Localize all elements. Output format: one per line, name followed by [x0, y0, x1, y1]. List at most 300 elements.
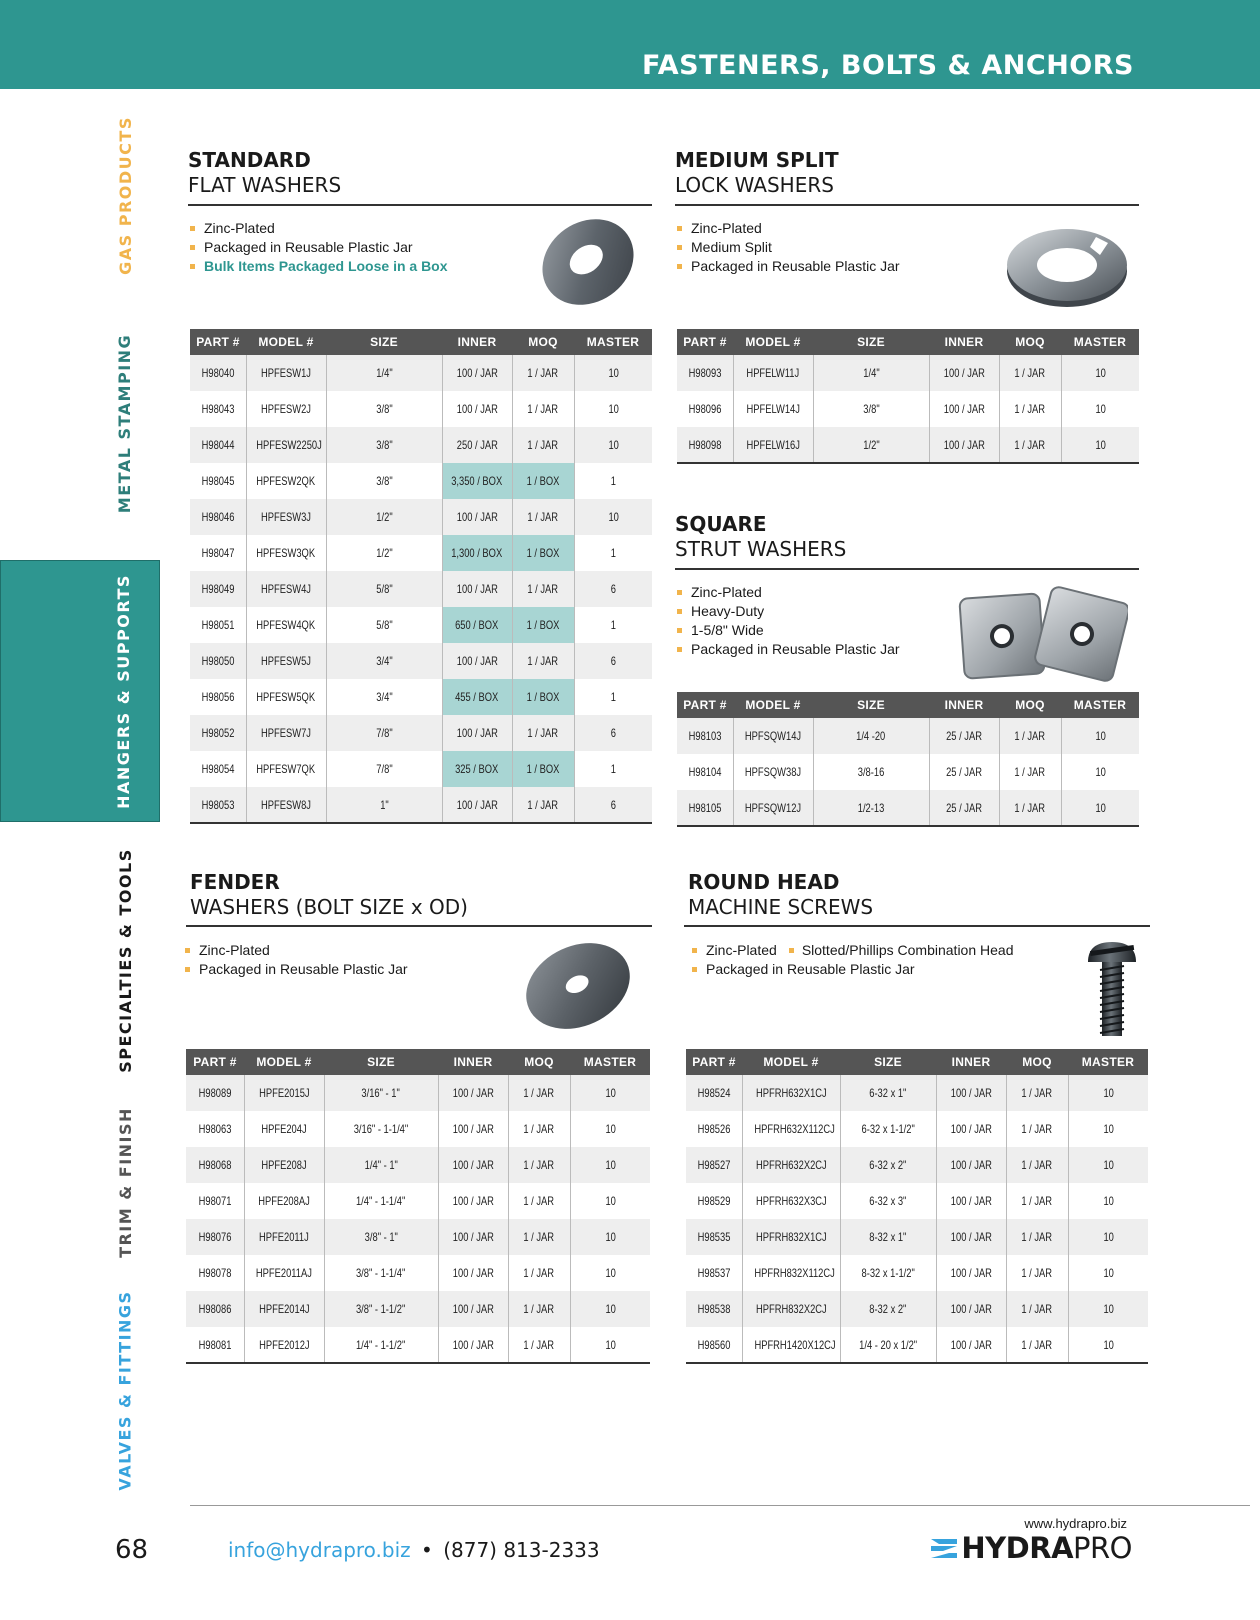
table-cell — [324, 1291, 438, 1327]
cell-value: H98089 — [198, 1086, 232, 1100]
table-cell — [190, 715, 246, 751]
table-cell — [512, 643, 574, 679]
table-row — [190, 499, 652, 535]
table-cell — [574, 463, 652, 499]
table-cell — [840, 1327, 936, 1363]
cell-value: 1 / JAR — [1021, 1266, 1053, 1280]
cell-value: HPFE2012J — [258, 1337, 310, 1352]
column-header: SIZE — [813, 329, 929, 355]
cell-value: 1 / JAR — [523, 1337, 555, 1352]
strut-washers-features — [677, 583, 900, 659]
table-cell — [686, 1327, 742, 1363]
cell-value: 1 / BOX — [526, 762, 560, 776]
cell-value: 1 / JAR — [1021, 1122, 1053, 1136]
phone-number[interactable]: (877) 813-2333 — [443, 1538, 600, 1562]
section-subtitle: MACHINE SCREWS — [688, 895, 874, 919]
table-cell — [574, 355, 652, 391]
table-cell — [326, 787, 442, 823]
table-cell — [570, 1255, 650, 1291]
cell-value: HPFESW2250J — [255, 438, 322, 452]
column-header: MOQ — [999, 329, 1061, 355]
side-tab-specialties-tools[interactable] — [100, 845, 150, 1075]
table-cell — [733, 790, 813, 826]
table-cell — [999, 754, 1061, 790]
table-cell — [512, 391, 574, 427]
table-cell — [570, 1111, 650, 1147]
cell-value: H98054 — [201, 762, 235, 776]
cell-value: H98103 — [688, 729, 722, 743]
cell-value: 1/4" - 1-1/2" — [356, 1337, 406, 1352]
cell-value: 1" — [379, 797, 389, 812]
cell-value: 1 — [610, 546, 616, 560]
feature-item: Medium Split — [677, 238, 900, 257]
table-cell — [512, 571, 574, 607]
table-cell — [742, 1255, 840, 1291]
table-cell — [190, 751, 246, 787]
table-cell — [813, 718, 929, 754]
table-cell — [936, 1291, 1006, 1327]
cell-value: 6-32 x 1" — [869, 1086, 907, 1100]
table-cell — [190, 787, 246, 823]
column-header: INNER — [929, 329, 999, 355]
side-tab-label: SPECIALTIES & TOOLS — [115, 847, 135, 1073]
feature-item: Packaged in Reusable Plastic Jar — [677, 257, 900, 276]
strut-washers-table — [677, 692, 1139, 827]
cell-value: 10 — [605, 1266, 616, 1280]
cell-value: HPFSQW12J — [744, 800, 802, 815]
table-cell — [999, 718, 1061, 754]
table-cell — [512, 607, 574, 643]
cell-value: 10 — [1095, 402, 1106, 416]
cell-value: 1/2" — [375, 510, 393, 524]
side-tab-label: HANGERS & SUPPORTS — [114, 573, 133, 809]
table-cell — [936, 1255, 1006, 1291]
feature-item: Packaged in Reusable Plastic Jar — [185, 960, 408, 979]
table-cell — [742, 1075, 840, 1111]
side-tab-label: TRIM & FINISH — [115, 1107, 135, 1258]
table-cell — [442, 427, 512, 463]
cell-value: H98056 — [201, 690, 235, 704]
table-cell — [508, 1183, 570, 1219]
cell-value: 10 — [1103, 1086, 1114, 1100]
column-header: SIZE — [324, 1049, 438, 1075]
table-cell — [324, 1219, 438, 1255]
table-cell — [840, 1111, 936, 1147]
feature-item: Zinc-Plated — [677, 219, 900, 238]
table-row — [186, 1291, 650, 1327]
cell-value: 1/2-13 — [857, 800, 885, 815]
side-tab-metal-stamping[interactable] — [100, 328, 150, 518]
column-header: MOQ — [1006, 1049, 1068, 1075]
feature-item: Packaged in Reusable Plastic Jar — [677, 640, 900, 659]
table-cell — [190, 463, 246, 499]
cell-value: 10 — [1103, 1122, 1114, 1136]
separator: • — [421, 1538, 433, 1562]
table-cell — [929, 391, 999, 427]
cell-value: 25 / JAR — [946, 800, 982, 815]
table-row — [190, 787, 652, 823]
cell-value: H98105 — [688, 800, 722, 815]
cell-value: 7/8" — [375, 762, 393, 776]
cell-value: 6 — [610, 582, 616, 596]
table-cell — [512, 679, 574, 715]
brand-bold: HYDRA — [961, 1531, 1074, 1565]
table-cell — [512, 715, 574, 751]
cell-value: 100 / JAR — [456, 582, 498, 596]
table-cell — [244, 1183, 324, 1219]
table-header-row — [190, 329, 652, 355]
side-tab-trim-finish[interactable] — [100, 1105, 150, 1260]
flat-washers-table — [190, 329, 652, 824]
table-cell — [442, 391, 512, 427]
cell-value: HPFRH832X1CJ — [755, 1230, 827, 1244]
feature-item: Bulk Items Packaged Loose in a Box — [190, 257, 448, 276]
table-header-row — [677, 692, 1139, 718]
cell-value: 1/4" — [375, 366, 393, 380]
cell-value: 100 / JAR — [452, 1230, 494, 1244]
table-cell — [508, 1219, 570, 1255]
table-cell — [324, 1111, 438, 1147]
cell-value: HPFELW16J — [746, 437, 800, 452]
table-cell — [442, 355, 512, 391]
column-header: MASTER — [1068, 1049, 1148, 1075]
cell-value: 650 / BOX — [455, 618, 499, 632]
table-cell — [326, 643, 442, 679]
table-cell — [929, 790, 999, 826]
table-cell — [190, 607, 246, 643]
table-cell — [512, 355, 574, 391]
cell-value: 1/4 -20 — [856, 729, 886, 743]
cell-value: 1 — [610, 690, 616, 704]
table-cell — [246, 787, 326, 823]
table-cell — [929, 718, 999, 754]
table-cell — [326, 679, 442, 715]
cell-value: HPFE208J — [261, 1158, 307, 1172]
section-rule — [675, 204, 1139, 206]
fender-washers-table — [186, 1049, 650, 1364]
table-cell — [246, 355, 326, 391]
table-cell — [1006, 1219, 1068, 1255]
cell-value: 455 / BOX — [455, 690, 499, 704]
table-row — [190, 715, 652, 751]
cell-value: 1 / JAR — [527, 797, 559, 812]
table-cell — [186, 1219, 244, 1255]
table-cell — [246, 427, 326, 463]
table-cell — [326, 535, 442, 571]
cell-value: HPFE2011J — [259, 1230, 309, 1244]
feature-item: Heavy-Duty — [677, 602, 900, 621]
table-cell — [570, 1147, 650, 1183]
cell-value: 10 — [1103, 1337, 1114, 1352]
table-row — [190, 427, 652, 463]
table-cell — [677, 391, 733, 427]
cell-value: 100 / JAR — [950, 1086, 992, 1100]
table-cell — [186, 1183, 244, 1219]
table-cell — [326, 751, 442, 787]
table-cell — [936, 1075, 1006, 1111]
cell-value: 1 / JAR — [527, 510, 559, 524]
table-cell — [512, 463, 574, 499]
cell-value: 10 — [605, 1158, 616, 1172]
bullet-separator — [789, 948, 794, 953]
table-cell — [574, 607, 652, 643]
cell-value: H98535 — [697, 1230, 731, 1244]
flat-washers-heading — [188, 148, 341, 198]
cell-value: HPFE204J — [261, 1122, 307, 1136]
table-cell — [244, 1291, 324, 1327]
email-link[interactable]: info@hydrapro.biz — [228, 1538, 411, 1562]
table-cell — [677, 754, 733, 790]
cell-value: 1 / BOX — [526, 546, 560, 560]
table-cell — [570, 1291, 650, 1327]
table-cell — [936, 1147, 1006, 1183]
side-tab-hangers-supports[interactable] — [0, 560, 160, 822]
table-cell — [326, 607, 442, 643]
column-header: SIZE — [840, 1049, 936, 1075]
cell-value: 8-32 x 1" — [869, 1230, 907, 1244]
cell-value: H98096 — [688, 402, 722, 416]
column-header: MASTER — [574, 329, 652, 355]
table-header-row — [186, 1049, 650, 1075]
table-cell — [686, 1183, 742, 1219]
lock-washers-table — [677, 329, 1139, 464]
table-cell — [999, 355, 1061, 391]
column-header: MODEL # — [733, 329, 813, 355]
cell-value: 1 / JAR — [527, 366, 559, 380]
cell-value: HPFELW14J — [746, 402, 800, 416]
table-cell — [438, 1255, 508, 1291]
cell-value: HPFESW4QK — [256, 618, 316, 632]
table-cell — [324, 1147, 438, 1183]
table-cell — [186, 1147, 244, 1183]
cell-value: 100 / JAR — [452, 1266, 494, 1280]
table-cell — [190, 355, 246, 391]
cell-value: 3/8" — [862, 402, 880, 416]
table-cell — [1006, 1111, 1068, 1147]
cell-value: H98093 — [688, 366, 722, 380]
table-cell — [438, 1075, 508, 1111]
cell-value: 100 / JAR — [950, 1158, 992, 1172]
column-header: PART # — [677, 692, 733, 718]
cell-value: 10 — [1103, 1230, 1114, 1244]
cell-value: 10 — [605, 1122, 616, 1136]
table-cell — [686, 1075, 742, 1111]
cell-value: HPFRH632X1CJ — [755, 1086, 827, 1100]
column-header: MASTER — [570, 1049, 650, 1075]
cell-value: 1 / JAR — [527, 726, 559, 740]
table-cell — [442, 463, 512, 499]
table-cell — [574, 499, 652, 535]
table-cell — [508, 1111, 570, 1147]
table-cell — [186, 1291, 244, 1327]
machine-screws-heading — [688, 870, 873, 920]
cell-value: 1 — [610, 474, 616, 488]
table-cell — [1068, 1075, 1148, 1111]
table-cell — [246, 499, 326, 535]
table-cell — [574, 679, 652, 715]
table-cell — [512, 427, 574, 463]
cell-value: H98045 — [201, 474, 235, 488]
table-cell — [512, 787, 574, 823]
cell-value: 1/4" - 1-1/4" — [356, 1194, 406, 1208]
feature-item: Zinc-Plated — [677, 583, 900, 602]
fender-washers-features — [185, 941, 408, 979]
cell-value: H98050 — [201, 654, 235, 668]
table-row — [186, 1255, 650, 1291]
cell-value: 25 / JAR — [946, 765, 982, 779]
table-cell — [1061, 391, 1139, 427]
brand-light: PRO — [1073, 1531, 1132, 1565]
cell-value: 3/16" - 1-1/4" — [353, 1122, 409, 1136]
section-subtitle: STRUT WASHERS — [675, 537, 847, 561]
table-cell — [324, 1327, 438, 1363]
cell-value: HPFESW3J — [261, 510, 311, 524]
website-link[interactable]: www.hydrapro.biz — [1024, 1516, 1127, 1531]
fender-washer-image — [522, 938, 634, 1034]
cell-value: HPFESW4J — [261, 582, 311, 596]
column-header: MASTER — [1061, 329, 1139, 355]
cell-value: HPFSQW14J — [744, 729, 802, 743]
table-cell — [508, 1075, 570, 1111]
cell-value: HPFELW11J — [746, 366, 800, 380]
table-row — [190, 607, 652, 643]
table-cell — [186, 1075, 244, 1111]
table-cell — [840, 1291, 936, 1327]
table-cell — [246, 535, 326, 571]
page-category-title: FASTENERS, BOLTS & ANCHORS — [641, 50, 1134, 81]
cell-value: 3/8" — [375, 402, 393, 416]
cell-value: 3/8" - 1-1/2" — [356, 1302, 406, 1316]
table-cell — [438, 1219, 508, 1255]
table-cell — [999, 790, 1061, 826]
cell-value: 1 / BOX — [526, 474, 560, 488]
hydrapro-logo — [931, 1533, 1132, 1563]
table-row — [686, 1183, 1148, 1219]
cell-value: 10 — [1103, 1302, 1114, 1316]
column-header: PART # — [677, 329, 733, 355]
section-subtitle: WASHERS (BOLT SIZE x OD) — [190, 895, 468, 919]
table-cell — [442, 607, 512, 643]
cell-value: 6-32 x 3" — [869, 1194, 907, 1208]
cell-value: 10 — [1095, 437, 1106, 452]
cell-value: HPFESW5QK — [256, 690, 316, 704]
cell-value: HPFE208AJ — [258, 1194, 310, 1208]
table-cell — [742, 1291, 840, 1327]
table-cell — [677, 718, 733, 754]
cell-value: 1 / JAR — [1014, 765, 1046, 779]
table-cell — [813, 754, 929, 790]
column-header: INNER — [936, 1049, 1006, 1075]
table-cell — [512, 535, 574, 571]
table-cell — [246, 391, 326, 427]
table-cell — [929, 355, 999, 391]
cell-value: H98068 — [198, 1158, 232, 1172]
side-tab-valves-fittings[interactable] — [100, 1290, 150, 1490]
table-cell — [936, 1219, 1006, 1255]
cell-value: HPFESW7QK — [256, 762, 316, 776]
cell-value: 1 / JAR — [1014, 729, 1046, 743]
strut-washers-heading — [675, 512, 846, 562]
cell-value: H98046 — [201, 510, 235, 524]
table-row — [686, 1111, 1148, 1147]
cell-value: 1 / JAR — [1021, 1194, 1053, 1208]
cell-value: 1 / BOX — [526, 690, 560, 704]
table-cell — [1061, 427, 1139, 463]
side-tab-gas-products[interactable] — [100, 110, 150, 280]
table-cell — [438, 1147, 508, 1183]
cell-value: HPFRH1420X12CJ — [753, 1337, 836, 1352]
cell-value: H98040 — [201, 366, 235, 380]
table-cell — [999, 391, 1061, 427]
contact-line — [228, 1538, 600, 1562]
cell-value: H98051 — [201, 618, 235, 632]
table-cell — [244, 1255, 324, 1291]
cell-value: 250 / JAR — [456, 438, 498, 452]
table-cell — [840, 1147, 936, 1183]
table-row — [686, 1327, 1148, 1363]
section-title: MEDIUM SPLIT — [675, 148, 839, 172]
cell-value: 3/4" — [375, 690, 393, 704]
cell-value: HPFE2014J — [258, 1302, 310, 1316]
cell-value: 3/16" - 1" — [361, 1086, 401, 1100]
cell-value: 100 / JAR — [452, 1158, 494, 1172]
table-cell — [570, 1183, 650, 1219]
section-rule — [188, 204, 652, 206]
cell-value: H98529 — [697, 1194, 731, 1208]
cell-value: 1 / JAR — [1021, 1086, 1053, 1100]
table-row — [186, 1075, 650, 1111]
brand-wordmark — [961, 1533, 1132, 1563]
cell-value: 10 — [605, 1194, 616, 1208]
table-cell — [1006, 1075, 1068, 1111]
cell-value: 1 / JAR — [1014, 800, 1046, 815]
table-row — [686, 1075, 1148, 1111]
table-row — [190, 643, 652, 679]
table-cell — [1068, 1327, 1148, 1363]
table-cell — [1068, 1255, 1148, 1291]
cell-value: 5/8" — [375, 618, 393, 632]
table-row — [186, 1111, 650, 1147]
cell-value: 1 / JAR — [527, 582, 559, 596]
strut-washer-image — [958, 584, 1128, 684]
machine-screws-table — [686, 1049, 1148, 1364]
table-cell — [512, 751, 574, 787]
cell-value: 6-32 x 1-1/2" — [861, 1122, 915, 1136]
cell-value: 6 — [610, 797, 616, 812]
table-cell — [244, 1075, 324, 1111]
cell-value: 100 / JAR — [452, 1122, 494, 1136]
cell-value: 3/8" - 1-1/4" — [356, 1266, 406, 1280]
table-row — [686, 1291, 1148, 1327]
cell-value: 1 / JAR — [523, 1158, 555, 1172]
fender-washers-heading — [190, 870, 468, 920]
cell-value: 100 / JAR — [950, 1337, 992, 1352]
table-row — [190, 463, 652, 499]
table-cell — [190, 643, 246, 679]
table-cell — [190, 571, 246, 607]
cell-value: H98047 — [201, 546, 235, 560]
cell-value: 1/4" - 1" — [364, 1158, 398, 1172]
table-header-row — [686, 1049, 1148, 1075]
table-row — [677, 754, 1139, 790]
cell-value: H98538 — [697, 1302, 731, 1316]
table-cell — [570, 1327, 650, 1363]
cell-value: 100 / JAR — [456, 510, 498, 524]
cell-value: 1/2" — [375, 546, 393, 560]
cell-value: HPFESW2QK — [256, 474, 316, 488]
cell-value: 100 / JAR — [456, 654, 498, 668]
lock-washers-features — [677, 219, 900, 276]
